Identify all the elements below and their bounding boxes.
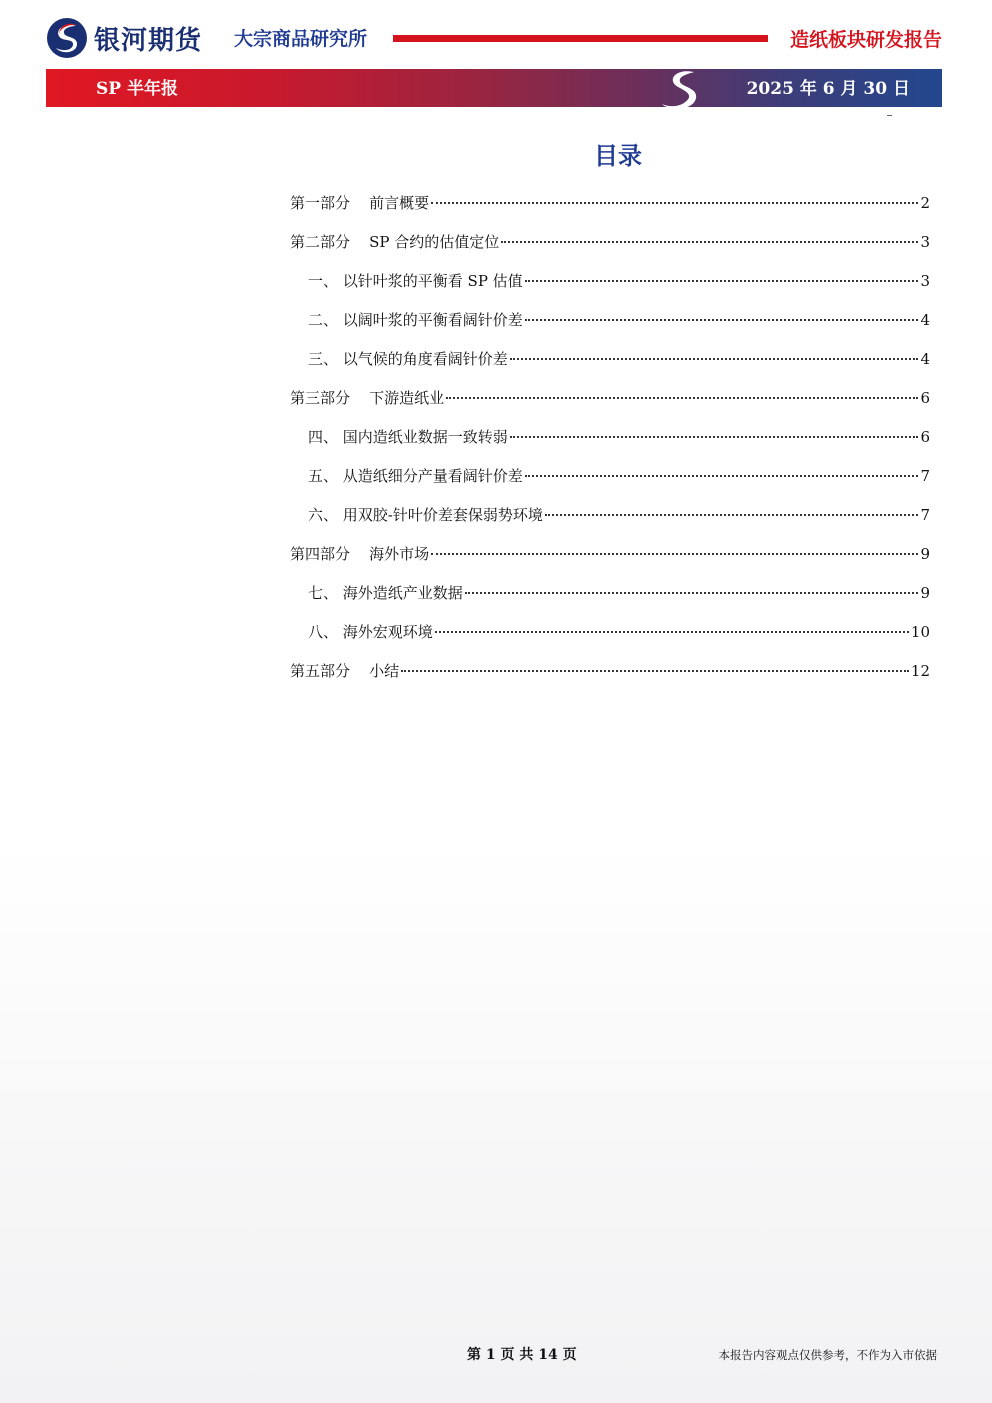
toc-leader-dots — [525, 319, 918, 321]
toc-entry-page: 6 — [920, 428, 930, 446]
page-number: 第 1 页 共 14 页 — [467, 1347, 577, 1363]
toc-entry-section1[interactable] — [290, 270, 930, 309]
toc-entry-section6[interactable] — [290, 504, 930, 543]
report-category: 造纸板块研发报告 — [789, 29, 942, 51]
toc-entry-label: 第二部分 SP 合约的估值定位 — [290, 233, 500, 251]
brand-logo — [46, 16, 202, 60]
toc-entry-page: 12 — [910, 662, 930, 680]
toc-entry-part2[interactable] — [290, 231, 930, 270]
toc-entry-page: 7 — [920, 467, 930, 485]
report-type: SP 半年报 — [96, 79, 178, 99]
table-of-contents — [290, 192, 930, 699]
header-red-rule — [393, 35, 768, 42]
toc-entry-label: 七、 海外造纸产业数据 — [308, 584, 463, 602]
toc-entry-label: 五、 从造纸细分产量看阔针价差 — [308, 467, 523, 485]
toc-entry-section4[interactable] — [290, 426, 930, 465]
institute-name: 大宗商品研究所 — [234, 28, 368, 50]
toc-leader-dots — [545, 514, 918, 516]
toc-entry-section7[interactable] — [290, 582, 930, 621]
toc-entry-label: 八、 海外宏观环境 — [308, 623, 433, 641]
toc-entry-label: 一、 以针叶浆的平衡看 SP 估值 — [308, 272, 523, 290]
toc-entry-part5[interactable] — [290, 660, 930, 699]
toc-entry-label: 第三部分 下游造纸业 — [290, 389, 445, 407]
toc-leader-dots — [510, 358, 918, 360]
toc-title: 目录 — [594, 142, 642, 170]
toc-entry-page: 9 — [920, 584, 930, 602]
toc-entry-page: 2 — [920, 194, 930, 212]
disclaimer: 本报告内容观点仅供参考，不作为入市依据 — [718, 1348, 937, 1362]
toc-entry-page: 7 — [920, 506, 930, 524]
toc-entry-page: 4 — [920, 350, 930, 368]
toc-leader-dots — [525, 475, 918, 477]
toc-entry-label: 第四部分 海外市场 — [290, 545, 430, 563]
toc-entry-label: 第五部分 小结 — [290, 662, 400, 680]
toc-leader-dots — [431, 202, 918, 204]
toc-entry-section5[interactable] — [290, 465, 930, 504]
toc-entry-page: 6 — [920, 389, 930, 407]
toc-entry-section3[interactable] — [290, 348, 930, 387]
galaxy-logo-icon — [46, 17, 88, 59]
toc-leader-dots — [435, 631, 909, 633]
toc-entry-part4[interactable] — [290, 543, 930, 582]
toc-entry-page: 3 — [920, 272, 930, 290]
toc-entry-section8[interactable] — [290, 621, 930, 660]
toc-entry-label: 二、 以阔叶浆的平衡看阔针价差 — [308, 311, 523, 329]
brand-name: 银河期货 — [94, 25, 203, 56]
toc-entry-part1[interactable] — [290, 192, 930, 231]
report-date: 2025 年 6 月 30 日 — [746, 79, 910, 99]
toc-entry-label: 六、 用双胶-针叶价差套保弱势环境 — [308, 506, 543, 524]
toc-leader-dots — [525, 280, 918, 282]
toc-entry-section2[interactable] — [290, 309, 930, 348]
toc-leader-dots — [431, 553, 918, 555]
toc-entry-part3[interactable] — [290, 387, 930, 426]
toc-entry-label: 第一部分 前言概要 — [290, 194, 430, 212]
header-divider — [887, 115, 892, 116]
toc-leader-dots — [510, 436, 918, 438]
wave-s-icon — [660, 70, 708, 110]
toc-leader-dots — [401, 670, 909, 672]
toc-entry-label: 三、 以气候的角度看阔针价差 — [308, 350, 508, 368]
toc-entry-label: 四、 国内造纸业数据一致转弱 — [308, 428, 508, 446]
toc-leader-dots — [501, 241, 918, 243]
toc-leader-dots — [446, 397, 918, 399]
toc-leader-dots — [465, 592, 918, 594]
toc-entry-page: 3 — [920, 233, 930, 251]
toc-entry-page: 10 — [910, 623, 930, 641]
toc-entry-page: 4 — [920, 311, 930, 329]
toc-entry-page: 9 — [920, 545, 930, 563]
